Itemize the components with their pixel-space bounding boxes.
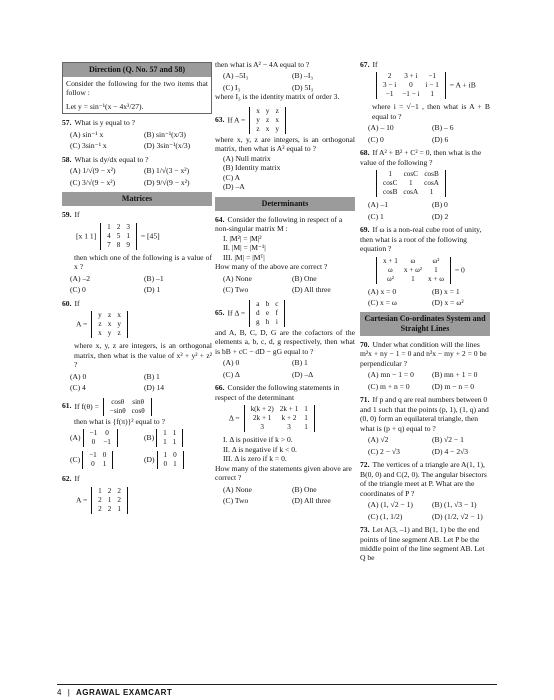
question-63: [215, 106, 355, 192]
question-number: 73.: [360, 525, 370, 535]
question-62-continued: [215, 60, 355, 102]
question-text: If A² + B² + C² = 0, then what is the value of the following ?: [360, 148, 482, 167]
matrix-lhs: Δ =: [229, 413, 240, 423]
question-71: [360, 395, 490, 456]
question-tail: then what is {f(π)}² equal to ?: [74, 416, 165, 426]
question-61: [62, 397, 212, 470]
question-text: then what is A² − 4A equal to ?: [215, 60, 310, 69]
question-number: 71.: [360, 395, 370, 405]
option-d: (D) 6: [432, 134, 449, 144]
matrix: 1 2 3 4 5 1 7 8 9: [100, 223, 137, 250]
section-header-cartesian: Cartesian Co-ordinates System and Straight Lines: [360, 312, 490, 336]
matrix-lhs: A =: [76, 319, 88, 329]
option-d: (D) 5I₃: [292, 82, 314, 92]
option-a: (A) sin⁻¹ x: [70, 129, 104, 139]
question-ask: How many of the statements given above are correct ?: [215, 463, 352, 483]
question-70: [360, 340, 490, 391]
question-text: What is dy/dx equal to ?: [74, 154, 149, 164]
question-number: 67.: [360, 60, 370, 69]
question-number: 60.: [62, 298, 72, 308]
option-b: (B) (1, √3 − 1): [432, 500, 477, 510]
column-right: [360, 60, 490, 563]
question-73: [360, 525, 490, 563]
option-c: (C) 1: [368, 211, 384, 221]
question-59: [62, 210, 212, 294]
question-text: The vertices of a triangle are A(1, 1), B(0, 0) and C(2, 0). The angular bisectors of the triangle meet at P. What are the coordinates of P ?: [360, 460, 487, 498]
statement-1: I. Δ is positive if k > 0.: [223, 435, 293, 445]
question-text: What is y equal to ?: [74, 118, 136, 128]
option-d: (D) 2: [432, 211, 449, 221]
column-middle: [215, 60, 355, 506]
option-d: (D) 4 − 2√3: [432, 446, 469, 456]
question-number: 70.: [360, 339, 370, 349]
option-a: (A) mn − 1 = 0: [368, 370, 414, 380]
option-c: (C) I₃: [223, 82, 241, 92]
option-b: (B) 1: [292, 358, 308, 368]
option-b: (B) –I₃: [292, 71, 313, 81]
question-text: If: [227, 115, 233, 125]
question-text: If ω is a non-real cube root of unity, then what is a root of the following equation ?: [360, 225, 482, 254]
question-number: 65.: [215, 307, 225, 317]
determinant: a b c d e f g h i: [249, 300, 285, 327]
option-a: (A) 1/√(9 − x²): [70, 166, 116, 176]
option-a: (A) –1: [368, 200, 389, 210]
option-c: (C) Two: [223, 496, 249, 506]
option-d: (D) –Δ: [292, 369, 314, 379]
direction-header: Direction (Q. No. 57 and 58): [63, 63, 211, 77]
question-tail: where x, y, z are integers, is an orthogonal matrix, then what is A² equal to ?: [215, 134, 355, 154]
question-number: 72.: [360, 460, 370, 470]
option-a: (A) –2: [70, 273, 91, 283]
statement-3: III. |M| = |Mᵀ|: [223, 252, 265, 262]
option-b: (B) √2 − 1: [432, 435, 464, 445]
direction-text: Consider the following for the two items that follow :: [66, 79, 208, 98]
option-a: (A) x = 0: [368, 286, 397, 296]
statement-1: I. |M²| = |M|²: [223, 233, 262, 243]
question-72: [360, 460, 490, 521]
question-66: [215, 383, 355, 505]
option-a: (A) Null matrix: [223, 153, 271, 163]
option-b: (B) 1/√(3 − x²): [144, 166, 190, 176]
statement-2: II. |M| = |M⁻¹|: [223, 243, 266, 253]
question-62: [62, 474, 212, 514]
question-tail: where i = √−1 , then what is A + B equal to ?: [372, 102, 490, 121]
question-ask: How many of the above are correct ?: [215, 262, 328, 272]
question-67: [360, 60, 490, 144]
question-text: Consider the following in respect of a non-singular matrix M :: [215, 214, 343, 234]
question-tail: and A, B, C, D, G are the cofactors of the elements a, b, c, d, g respectively, then what is bB + cC − dD − gG equal to ?: [215, 327, 355, 356]
option-a: (A) (1, √2 − 1): [368, 500, 413, 510]
matrix: 1 2 2 2 1 2 2 2 1: [91, 487, 128, 514]
option-d: (D) 1: [144, 285, 161, 295]
question-number: 68.: [360, 148, 370, 158]
option-a: (A) −1 0 0 −1: [70, 428, 138, 448]
determinant: k(k + 2) 2k + 1 1 2k + 1 k + 2 1 3 3 1: [244, 405, 315, 432]
option-d: (D) m − n = 0: [432, 381, 475, 391]
footer-separator: |: [67, 688, 70, 697]
option-a: (A) None: [223, 484, 252, 494]
matrix: x y z y z x z x y: [249, 107, 286, 134]
option-a: (A) 0: [70, 371, 87, 381]
option-d: (D) 9/√(9 − x²): [144, 177, 190, 187]
question-number: 64.: [215, 214, 225, 224]
question-number: 69.: [360, 225, 370, 235]
matrix-rhs: = A + iB: [449, 80, 476, 90]
section-header-determinants: Determinants: [215, 197, 355, 211]
option-c: (C) −1 0 0 1: [70, 450, 138, 470]
question-number: 62.: [62, 474, 72, 484]
matrix-rhs: = 0: [454, 265, 465, 275]
question-number: 61.: [62, 401, 72, 411]
option-a: (A) –5I₃: [223, 71, 249, 81]
option-c: (C) (1, 1/2): [368, 511, 403, 521]
option-c: (C) 4: [70, 383, 86, 393]
page-number: 4: [57, 688, 62, 697]
option-b: (B) 0: [432, 200, 448, 210]
column-left: [62, 62, 212, 517]
option-b: (B) 1: [144, 371, 160, 381]
option-b: (B) One: [292, 484, 317, 494]
option-c: (C) 0: [70, 285, 86, 295]
statement-2: II. Δ is negative if k < 0.: [223, 444, 297, 454]
question-number: 59.: [62, 210, 72, 220]
statement-3: III. Δ is zero if k = 0.: [223, 454, 287, 464]
direction-box: [62, 62, 212, 114]
option-b: (B) x = 1: [432, 286, 460, 296]
question-text: Under what condition will the lines m²x + ny − 1 = 0 and n²x − my + 2 = 0 be perpendicular ?: [360, 339, 487, 368]
matrix: cosθ sinθ −sinθ cosθ: [103, 398, 152, 416]
option-a: (A) – 10: [368, 123, 394, 133]
question-text: Let A(3, –1) and B(1, 1) be the end points of line segment AB. Let P be the middle point of the line segment AB. Let Q be: [360, 525, 485, 563]
option-c: (C) 3sin⁻¹ x: [70, 141, 107, 151]
question-number: 66.: [215, 383, 225, 393]
option-d: (D) –A: [223, 182, 245, 192]
question-number: 63.: [215, 115, 225, 125]
question-text: Consider the following statements in respect of the determinant: [215, 383, 340, 402]
option-b: (B) 1 1 1 1: [144, 428, 212, 448]
option-b: (B) –1: [144, 273, 164, 283]
question-57: [62, 118, 212, 150]
option-c: (C) 2 − √3: [368, 446, 400, 456]
question-number: 58.: [62, 154, 72, 164]
option-b: (B) mn + 1 = 0: [432, 370, 478, 380]
question-text: If f(θ) =: [74, 401, 99, 411]
question-text: If: [372, 60, 378, 69]
question-64: [215, 215, 355, 295]
option-c: (C) Two: [223, 285, 249, 295]
direction-formula: Let y = sin⁻¹(x − 4x³/27).: [66, 101, 144, 111]
option-d: (D) 3sin⁻¹(x/3): [144, 141, 191, 151]
determinant: 2 3 + i −1 3 − i 0 i − 1 −1 −1 − i 1: [376, 72, 446, 99]
option-a: (A) 0: [223, 358, 240, 368]
question-text: If: [74, 474, 80, 484]
question-number: 57.: [62, 118, 72, 128]
matrix-lhs: A =: [234, 115, 246, 125]
question-65: [215, 299, 355, 379]
question-note: where I₃ is the identity matrix of order 3.: [215, 92, 340, 102]
question-60: [62, 299, 212, 393]
option-c: (C) x = ω: [368, 298, 397, 308]
option-d: (D) All three: [292, 496, 331, 506]
question-68: [360, 148, 490, 221]
option-b: (B) sin⁻¹(x/3): [144, 129, 186, 139]
determinant: x + 1 ω ω² ω x + ω² 1 ω² 1 x + ω: [376, 257, 451, 284]
brand-logo: AGRAWAL EXAMCART: [76, 688, 173, 697]
question-text: If: [74, 210, 80, 220]
matrix-lhs: Δ =: [234, 307, 246, 317]
question-text: If: [74, 298, 80, 308]
matrix-lhs: A =: [76, 494, 88, 504]
matrix-rhs: = [45]: [140, 231, 160, 241]
page-footer: [57, 684, 497, 698]
option-d: (D) (1/2, √2 − 1): [432, 511, 483, 521]
matrix-lhs: [x 1 1]: [76, 231, 97, 241]
option-d: (D) 1 0 0 1: [144, 450, 212, 470]
determinant: 1 cosC cosB cosC 1 cosA cosB cosA 1: [376, 170, 446, 197]
option-c: (C) 0: [368, 134, 384, 144]
option-b: (B) One: [292, 273, 317, 283]
matrix: y z x z x y x y z: [91, 311, 128, 338]
option-b: (B) Identity matrix: [223, 163, 281, 173]
option-a: (A) None: [223, 273, 252, 283]
option-c: (C) Δ: [223, 369, 240, 379]
question-tail: where x, y, z are integers, is an orthogonal matrix, then what is the value of x² + y² + z² ?: [74, 341, 212, 370]
question-58: [62, 155, 212, 187]
question-text: If p and q are real numbers between 0 and 1 such that the points (p, 1), (1, q) and (0, 0) form an equilateral triangle, then what is (p + q) equal to ?: [360, 395, 489, 433]
question-69: [360, 225, 490, 307]
option-d: (D) All three: [292, 285, 331, 295]
option-d: (D) 14: [144, 383, 165, 393]
option-b: (B) – 6: [432, 123, 454, 133]
option-a: (A) √2: [368, 435, 389, 445]
option-c: (C) m + n = 0: [368, 381, 410, 391]
question-text: If: [227, 307, 233, 317]
section-header-matrices: Matrices: [62, 192, 212, 206]
option-d: (D) x = ω²: [432, 298, 464, 308]
option-c: (C) 3/√(9 − x²): [70, 177, 116, 187]
question-tail: then which one of the following is a value of x ?: [74, 252, 212, 272]
option-c: (C) A: [223, 172, 241, 182]
